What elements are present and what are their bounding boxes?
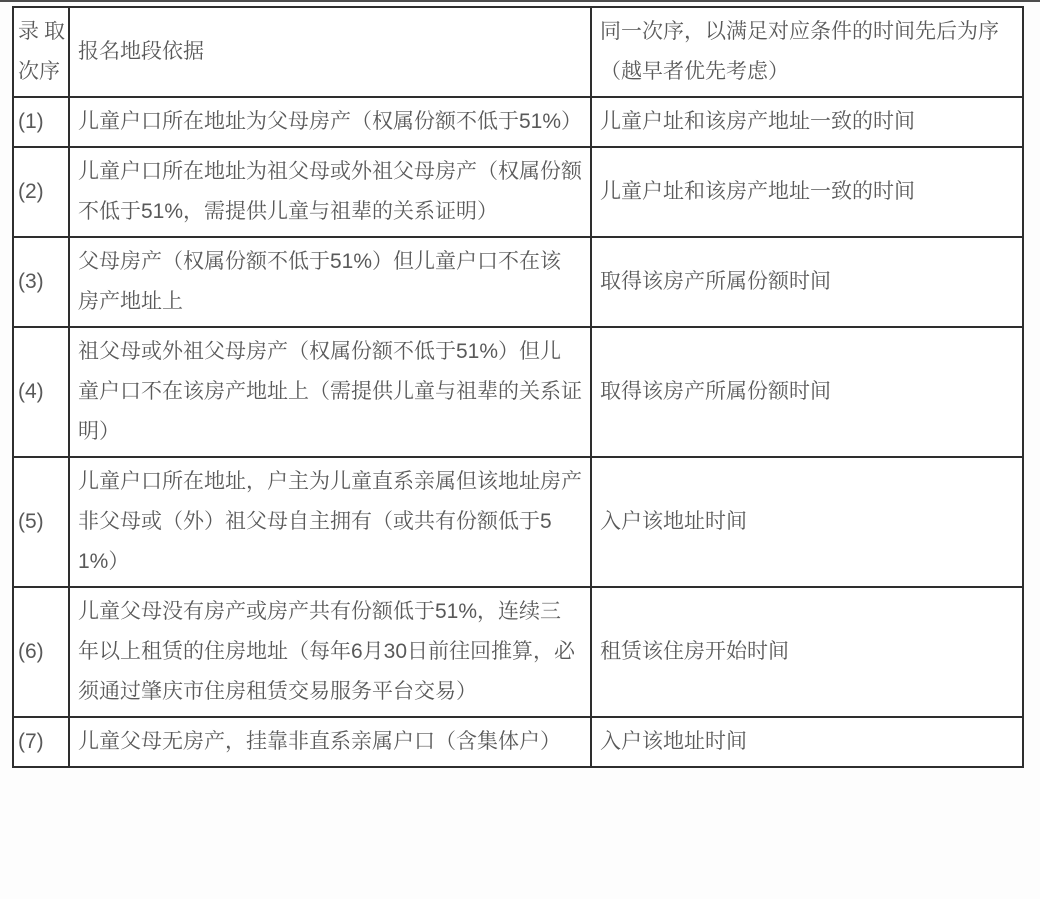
table-row bbox=[13, 457, 1023, 587]
table-row bbox=[13, 587, 1023, 717]
basis-cell: 儿童户口所在地址为祖父母或外祖父母房产（权属份额不低于51%，需提供儿童与祖辈的关系证明） bbox=[69, 147, 591, 237]
order-cell: (1) bbox=[13, 97, 69, 147]
time-cell: 入户该地址时间 bbox=[591, 457, 1023, 587]
time-cell: 入户该地址时间 bbox=[591, 717, 1023, 767]
time-cell: 取得该房产所属份额时间 bbox=[591, 327, 1023, 457]
table-header-row bbox=[13, 7, 1023, 97]
header-admission-order: 录取次序 bbox=[13, 7, 69, 97]
basis-cell: 祖父母或外祖父母房产（权属份额不低于51%）但儿童户口不在该房产地址上（需提供儿童与祖辈的关系证明） bbox=[69, 327, 591, 457]
table-row bbox=[13, 237, 1023, 327]
basis-cell: 儿童父母无房产，挂靠非直系亲属户口（含集体户） bbox=[69, 717, 591, 767]
admission-order-table bbox=[12, 6, 1024, 768]
basis-cell: 父母房产（权属份额不低于51%）但儿童户口不在该房产地址上 bbox=[69, 237, 591, 327]
time-cell: 取得该房产所属份额时间 bbox=[591, 237, 1023, 327]
order-cell: (2) bbox=[13, 147, 69, 237]
page-top-divider bbox=[0, 0, 1040, 2]
table-row bbox=[13, 327, 1023, 457]
header-registration-basis: 报名地段依据 bbox=[69, 7, 591, 97]
header-time-rule: 同一次序，以满足对应条件的时间先后为序（越早者优先考虑） bbox=[591, 7, 1023, 97]
time-cell: 租赁该住房开始时间 bbox=[591, 587, 1023, 717]
basis-cell: 儿童户口所在地址，户主为儿童直系亲属但该地址房产非父母或（外）祖父母自主拥有（或共有份额低于51%） bbox=[69, 457, 591, 587]
order-cell: (6) bbox=[13, 587, 69, 717]
basis-cell: 儿童户口所在地址为父母房产（权属份额不低于51%） bbox=[69, 97, 591, 147]
order-cell: (7) bbox=[13, 717, 69, 767]
time-cell: 儿童户址和该房产地址一致的时间 bbox=[591, 97, 1023, 147]
table-row bbox=[13, 147, 1023, 237]
time-cell: 儿童户址和该房产地址一致的时间 bbox=[591, 147, 1023, 237]
basis-cell: 儿童父母没有房产或房产共有份额低于51%，连续三年以上租赁的住房地址（每年6月30日前往回推算，必须通过肇庆市住房租赁交易服务平台交易） bbox=[69, 587, 591, 717]
order-cell: (3) bbox=[13, 237, 69, 327]
order-cell: (5) bbox=[13, 457, 69, 587]
table-row bbox=[13, 97, 1023, 147]
order-cell: (4) bbox=[13, 327, 69, 457]
table-row bbox=[13, 717, 1023, 767]
